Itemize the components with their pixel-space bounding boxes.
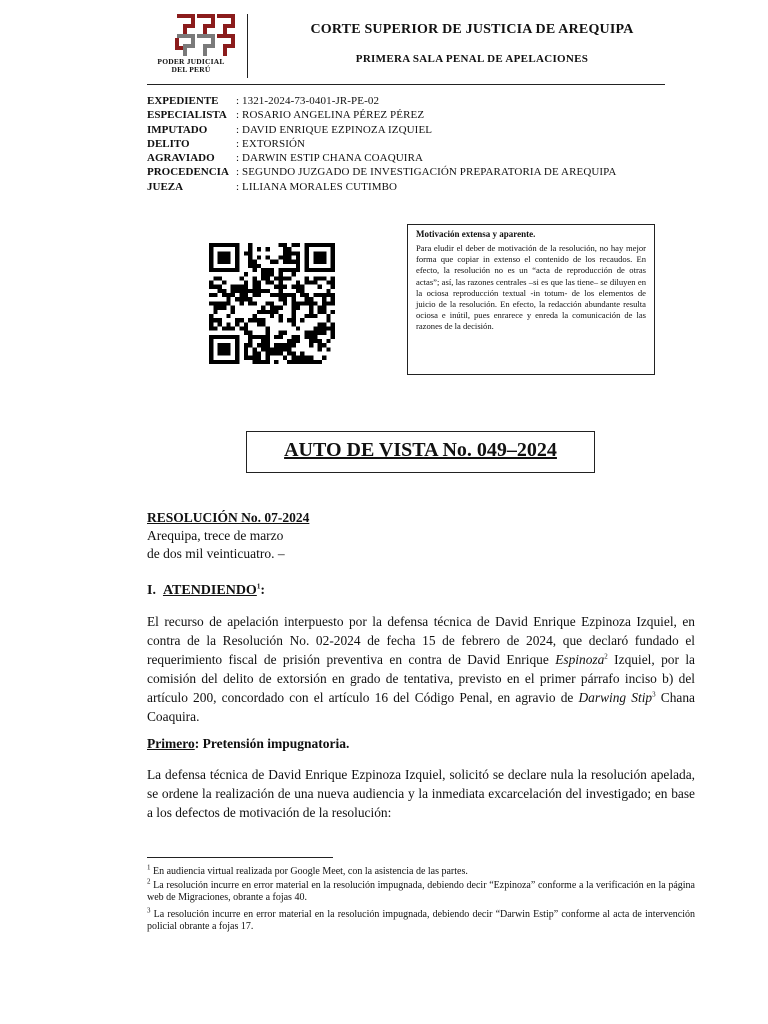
logo-caption: PODER JUDICIAL DEL PERÚ [157, 57, 225, 74]
subheading-primero: Primero: Pretensión impugnatoria. [147, 736, 350, 751]
auto-title-box [246, 431, 595, 473]
case-metadata [147, 94, 616, 194]
footnote-3: $^3$ La resolución incurre en error material en la resolución impugnada, debiendo decir “Darwin Estip” conforme al acta de intervención policial obrante a fojas 17. [147, 906, 695, 933]
meta-row: AGRAVIADO : DARWIN ESTIP CHANA COAQUIRA [147, 152, 424, 165]
footnote-2: $^2$ La resolución incurre en error material en la resolución impugnada, debiendo decir “Ezpinoza” conforme a la verificación en la página web de Migraciones, obrante a fojas 40. [147, 877, 695, 904]
sala-name: PRIMERA SALA PENAL DE APELACIONES [355, 53, 589, 65]
motivation-box [407, 224, 655, 375]
footnote-1: $^1$ En audiencia virtual realizada por Google Meet, con la asistencia de las partes. [147, 863, 468, 877]
footnote-ref: 1 [256, 582, 261, 591]
meta-row: EXPEDIENTE : 1321-2024-73-0401-JR-PE-02 [147, 95, 380, 107]
meta-row: JUEZA : LILIANA MORALES CUTIMBO [147, 180, 398, 193]
footnote-divider [147, 857, 333, 858]
section-heading-atendiendo: I. ATENDIENDO$^1$: [147, 582, 265, 598]
paragraph-2: La defensa técnica de David Enrique Ezpinoza Izquiel, solicitó se declare nula la resolución apelada, se ordene la realización de una nueva audiencia y la inmediata excarcelación del investigado; en base a los defectos de motivación de la resolución: [147, 767, 695, 820]
auto-title: AUTO DE VISTA No. 049–2024 [284, 439, 557, 461]
header-rule [147, 84, 665, 85]
meta-row: IMPUTADO : DAVID ENRIQUE EZPINOZA IZQUIEL [147, 123, 433, 136]
resolution-block [147, 509, 309, 563]
court-name: CORTE SUPERIOR DE JUSTICIA DE AREQUIPA [310, 22, 634, 37]
motivation-text: Para eludir el deber de motivación de la resolución, no hay mejor forma que copiar in extenso el contenido de los recaudos. En efecto, la resolución no es un “acta de reproducción de otras actas”; así, las razones centrales –si es que las tiene– se diluyen en la ociosa reproducción textual -in totum- de los elementos de juicio de la resolución. En efecto, la redacción abundante resulta ociosa e inútil, pues enrarece y enreda la comunicación de las razones de la decisión. [416, 243, 646, 332]
motivation-title: Motivación extensa y aparente. [416, 229, 536, 239]
header-divider [247, 14, 248, 78]
meta-row: DELITO : EXTORSIÓN [147, 137, 306, 150]
footnote-ref: 2 [604, 652, 608, 661]
resolution-date-line2: de dos mil veinticuatro. – [147, 546, 285, 561]
resolution-date-line1: Arequipa, trece de marzo [147, 528, 284, 543]
meta-row: ESPECIALISTA : ROSARIO ANGELINA PÉREZ PÉREZ [147, 109, 425, 122]
paragraph-1: El recurso de apelación interpuesto por la defensa técnica de David Enrique Ezpinoza Izquiel, en contra de la Resolución No. 02-2024 de fecha 15 de febrero de 2024, que declaró fundado el requerimiento fiscal de prisión preventiva en contra de David Enrique Espinoza$^2$ Izquiel, por la comisión del delito de extorsión en grado de tentativa, previsto en el primer párrafo inciso b) del artículo 200, concordado con el artículo 16 del Código Penal, en agravio de Darwing Stip$^3$ Chana Coaquira. [147, 614, 695, 724]
footnote-ref: 3 [652, 690, 656, 699]
qr-code-icon [209, 243, 335, 364]
meta-row: PROCEDENCIA : SEGUNDO JUZGADO DE INVESTIGACIÓN PREPARATORIA DE AREQUIPA [147, 166, 617, 179]
resolution-title: RESOLUCIÓN No. 07-2024 [147, 510, 310, 525]
